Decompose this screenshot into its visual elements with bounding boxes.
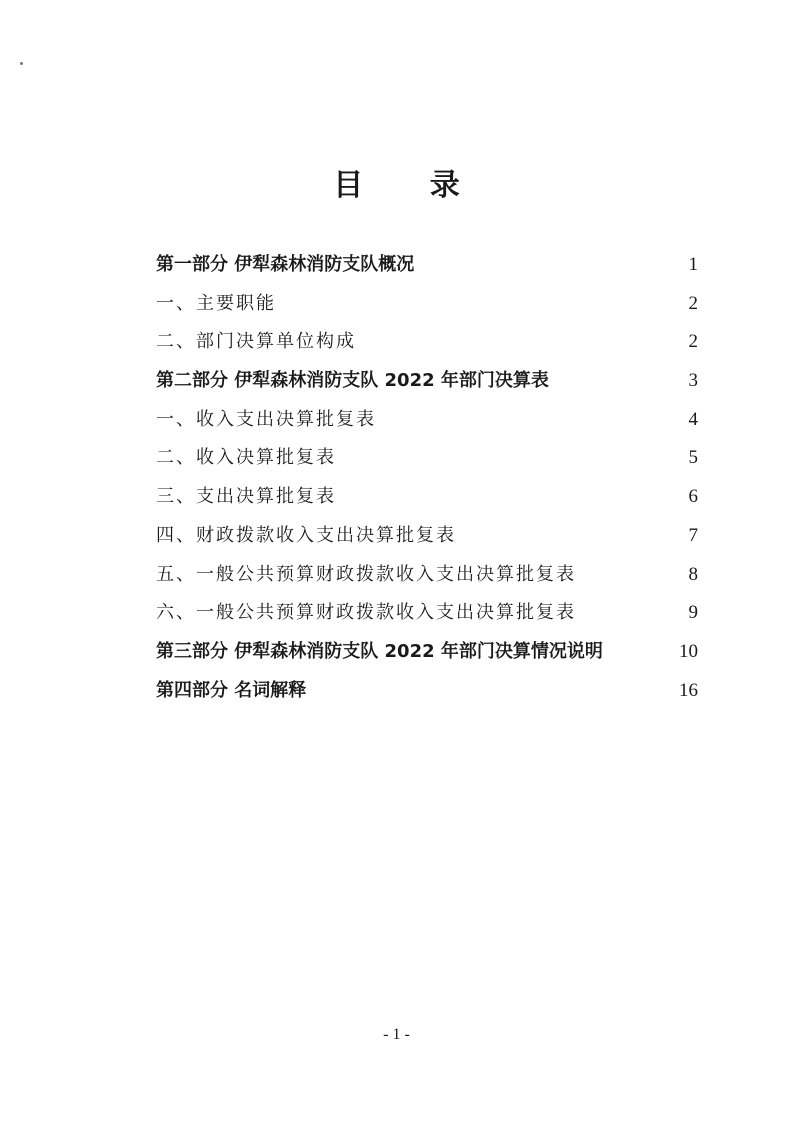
toc-entry — [156, 439, 698, 478]
toc-entry-label: 二、部门决算单位构成 — [156, 331, 356, 353]
toc-entry-page: 1 — [688, 254, 698, 275]
toc-entry-label: 三、支出决算批复表 — [156, 486, 336, 508]
toc-entry-label: 一、主要职能 — [156, 292, 276, 314]
toc-entry — [156, 285, 698, 324]
toc-entry — [156, 556, 698, 595]
page-title: 目 录 — [333, 168, 488, 203]
toc-entry — [156, 672, 698, 711]
toc-entry — [156, 478, 698, 517]
toc-entry-label: 第四部分 名词解释 — [156, 679, 307, 701]
toc-entry-label: 二、收入决算批复表 — [156, 447, 336, 469]
toc-entry-page: 4 — [688, 408, 698, 430]
table-of-contents — [156, 246, 698, 710]
toc-entry-label: 一、收入支出决算批复表 — [156, 408, 376, 430]
toc-entry-page: 10 — [679, 640, 698, 662]
page-number: - 1 - — [383, 1026, 410, 1043]
toc-entry-page: 3 — [688, 370, 698, 392]
toc-entry-page: 9 — [688, 602, 698, 624]
toc-entry — [156, 362, 698, 401]
toc-entry-page: 6 — [688, 486, 698, 508]
toc-entry — [156, 517, 698, 556]
toc-entry-page: 16 — [679, 679, 698, 701]
toc-entry-label: 第二部分 伊犁森林消防支队 2022 年部门决算表 — [156, 370, 549, 392]
toc-entry-page: 8 — [688, 563, 698, 585]
toc-entry — [156, 323, 698, 362]
toc-entry — [156, 594, 698, 633]
toc-entry-page: 5 — [688, 447, 698, 469]
scan-mark — [20, 62, 23, 65]
toc-entry — [156, 633, 698, 672]
toc-entry-label: 六、一般公共预算财政拨款收入支出决算批复表 — [156, 602, 576, 624]
toc-entry-page: 2 — [688, 331, 698, 353]
toc-entry-label: 四、财政拨款收入支出决算批复表 — [156, 524, 456, 546]
toc-entry-label: 第一部分 伊犁森林消防支队概况 — [156, 254, 415, 275]
toc-entry-page: 2 — [688, 292, 698, 314]
toc-entry-label: 五、一般公共预算财政拨款收入支出决算批复表 — [156, 563, 576, 585]
toc-entry-label: 第三部分 伊犁森林消防支队 2022 年部门决算情况说明 — [156, 640, 603, 662]
toc-entry — [156, 401, 698, 440]
toc-entry-page: 7 — [688, 524, 698, 546]
toc-entry — [156, 246, 698, 285]
